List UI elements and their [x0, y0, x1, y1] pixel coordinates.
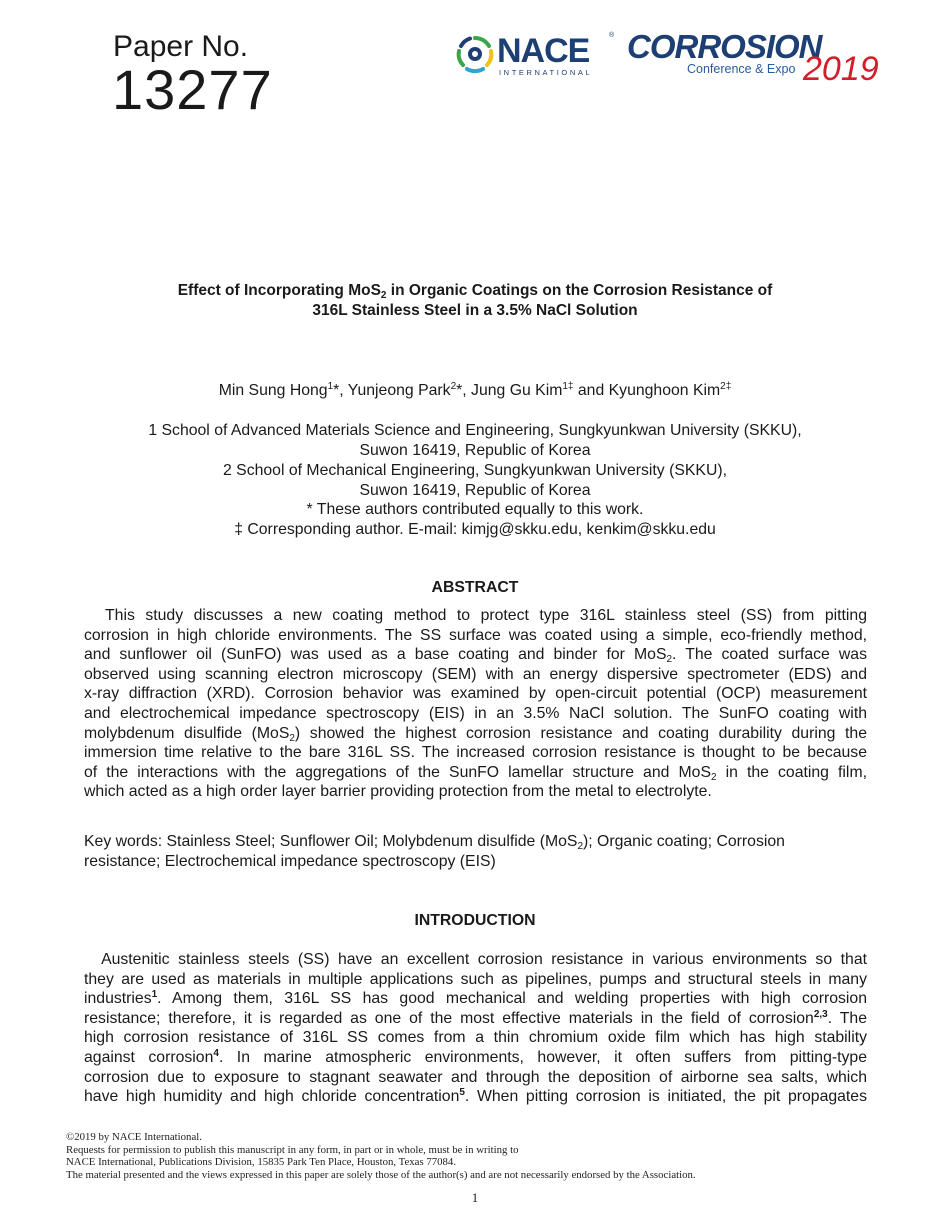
intro-line: against corrosion$^4$. In marine atmospheric environments, however, it often suffers from pitting-type [84, 1047, 867, 1066]
registered-mark: ® [609, 32, 615, 39]
citation-ref[interactable]: 4 [213, 1047, 219, 1059]
intro-line: resistance; therefore, it is regarded as one of the most effective materials in the field of corrosion$^{2,3}$. The [84, 1008, 867, 1027]
paper-title-line-1: Effect of Incorporating MoS$_2$ in Organic Coatings on the Corrosion Resistance of [177, 282, 773, 301]
abstract-heading: ABSTRACT [431, 579, 519, 596]
abstract-line: immersion time relative to the bare 316L SS. The increased corrosion resistance is thought to be because [84, 744, 867, 762]
introduction-heading: INTRODUCTION [414, 912, 536, 929]
page-number: 1 [471, 1190, 479, 1205]
affiliation-1-line-1: 1 School of Advanced Materials Science and Engineering, Sungkyunkwan University (SKKU), [148, 422, 802, 439]
footer-line: NACE International, Publications Division, 15835 Park Ten Place, Houston, Texas 77084. [66, 1156, 457, 1168]
paper-label: Paper No. [113, 30, 249, 63]
nace-gear-icon [455, 34, 495, 74]
equal-contribution-note: * These authors contributed equally to this work. [306, 501, 644, 518]
corrosion-wordmark: CORROSION [627, 28, 822, 65]
abstract-line: molybdenum disulfide (MoS$_2$) showed the highest corrosion resistance and coating durability during the [84, 724, 867, 744]
abstract-line: corrosion in high chloride environments. The SS surface was coated using a simple, eco-friendly method, [84, 626, 867, 644]
citation-ref[interactable]: 5 [459, 1087, 465, 1099]
footer-line: The material presented and the views expressed in this paper are solely those of the author(s) and are not necessarily endorsed by the Association. [66, 1168, 696, 1181]
intro-line: Austenitic stainless steels (SS) have an excellent corrosion resistance in various environments so that [84, 951, 867, 968]
intro-line: high corrosion resistance of 316L SS comes from a thin chromium oxide film which has high stability [84, 1029, 867, 1047]
keywords-line: resistance; Electrochemical impedance spectroscopy (EIS) [84, 852, 496, 870]
copyright-line: ©2019 by NACE International. [66, 1131, 202, 1143]
nace-logo [455, 32, 615, 80]
conference-expo-label: Conference & Expo [687, 62, 796, 76]
intro-line: have high humidity and high chloride concentration$^5$. When pitting corrosion is initiated, the pit propagates [84, 1087, 867, 1106]
author-list: Min Sung Hong$^1$*, Yunjeong Park$^2$*, Jung Gu Kim$^{1\ddagger}$ and Kyunghoon Kim$^{2\ddagger}$ [218, 381, 732, 399]
abstract-line: and electrochemical impedance spectroscopy (EIS) in an 3.5% NaCl solution. The SunFO coating with [84, 704, 867, 722]
affiliation-2-line-1: 2 School of Mechanical Engineering, Sungkyunkwan University (SKKU), [223, 462, 727, 479]
abstract-body [84, 606, 867, 802]
affiliation-1-line-2: Suwon 16419, Republic of Korea [359, 442, 591, 459]
intro-line: corrosion due to exposure to stagnant seawater and through the deposition of airborne sea salts, which [84, 1068, 867, 1086]
intro-line: industries$^1$. Among them, 316L SS has good mechanical and welding properties with high corrosion [84, 989, 867, 1008]
paper-title-line-2: 316L Stainless Steel in a 3.5% NaCl Solution [312, 302, 638, 319]
copyright-footer [66, 1131, 696, 1181]
citation-ref[interactable]: 1 [151, 989, 158, 1001]
intro-line: they are used as materials in multiple applications such as pipelines, pumps and structural steels in many [84, 970, 867, 988]
keywords-line: Key words: Stainless Steel; Sunflower Oil; Molybdenum disulfide (MoS$_2$); Organic coating; Corrosion [84, 833, 785, 852]
footer-line: Requests for permission to publish this manuscript in any form, in part or in whole, must be in writing to [66, 1143, 519, 1156]
abstract-line: This study discusses a new coating method to protect type 316L stainless steel (SS) from pitting [84, 607, 867, 624]
paper-number: 13277 [112, 58, 273, 121]
nace-subtitle: INTERNATIONAL [499, 68, 593, 77]
affiliation-2-line-2: Suwon 16419, Republic of Korea [359, 482, 591, 499]
citation-ref[interactable]: 2,3 [813, 1008, 828, 1020]
abstract-line: observed using scanning electron microscopy (SEM) with an energy dispersive spectrometer (EDS) and [84, 665, 867, 683]
nace-wordmark: NACE [497, 32, 590, 70]
keywords [84, 832, 867, 871]
introduction-body [84, 950, 867, 1107]
conference-year: 2019 [803, 50, 879, 88]
abstract-line: x-ray diffraction (XRD). Corrosion behavior was examined by open-circuit potential (OCP) measurement [84, 685, 867, 703]
abstract-line: and sunflower oil (SunFO) was used as a base coating and binder for MoS$_2$. The coated surface was [84, 646, 867, 666]
abstract-line: of the interactions with the aggregations of the SunFO lamellar structure and MoS$_2$ in the coating film, [84, 763, 867, 783]
abstract-line: which acted as a high order layer barrier providing protection from the metal to electrolyte. [84, 783, 712, 801]
corrosion-logo [627, 30, 887, 90]
corresponding-author-note: ‡ Corresponding author. E-mail: kimjg@skku.edu, kenkim@skku.edu [234, 521, 716, 538]
